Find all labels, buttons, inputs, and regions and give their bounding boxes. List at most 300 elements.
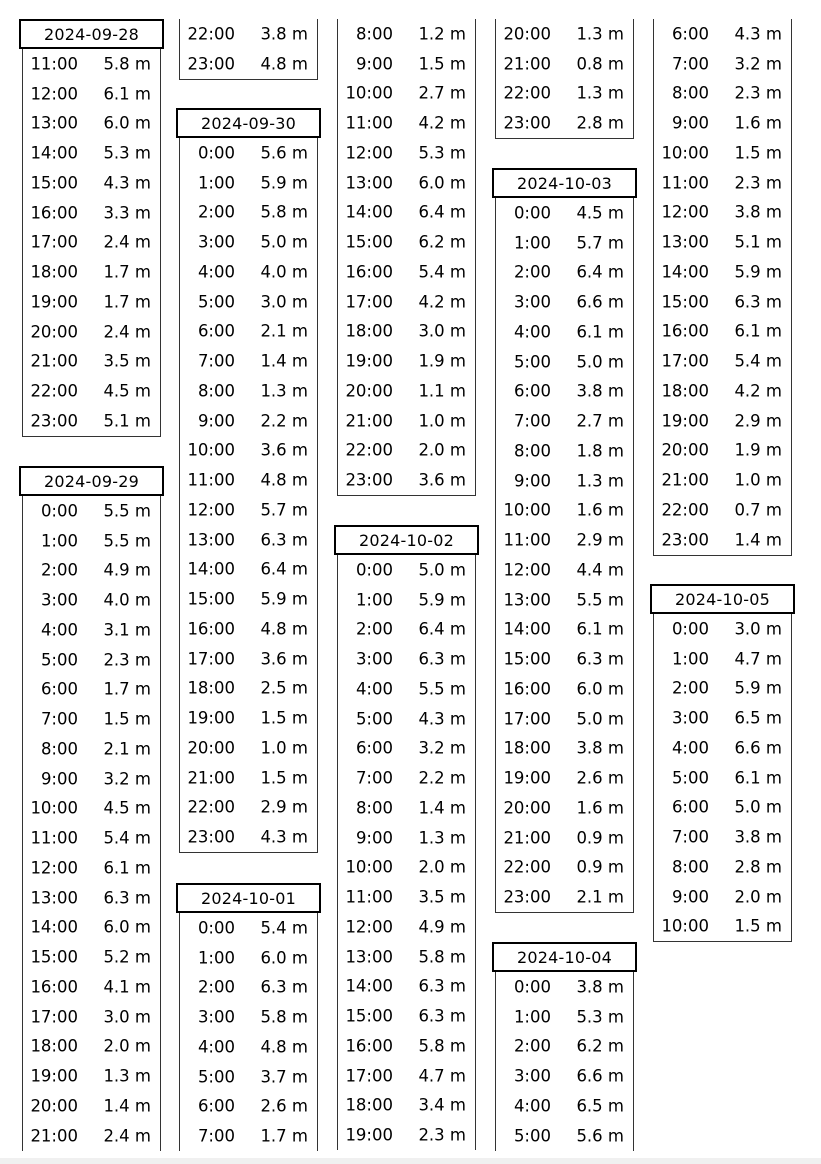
tide-height-value: 5.3 m (576, 1007, 624, 1027)
day-block-2024-10-05 (653, 584, 792, 942)
hour-label: 6:00 (671, 24, 709, 44)
tide-row (180, 406, 317, 436)
tide-height-value: 6.3 m (260, 530, 308, 550)
hour-label: 1:00 (197, 948, 235, 968)
hour-label: 0:00 (513, 203, 551, 223)
hour-label: 23:00 (503, 113, 551, 133)
hour-label: 13:00 (30, 888, 78, 908)
tide-row (496, 287, 633, 317)
tide-row (496, 1121, 633, 1151)
hour-label: 5:00 (513, 352, 551, 372)
tide-height-value: 2.0 m (418, 857, 466, 877)
tide-height-value: 6.4 m (418, 619, 466, 639)
tide-height-value: 5.0 m (260, 232, 308, 252)
tide-height-value: 6.0 m (418, 173, 466, 193)
hour-label: 7:00 (671, 54, 709, 74)
tide-height-value: 1.4 m (418, 798, 466, 818)
tide-row (496, 49, 633, 79)
tide-height-value: 1.6 m (576, 500, 624, 520)
date-header: 2024-10-05 (650, 584, 795, 614)
tide-height-value: 4.5 m (103, 798, 151, 818)
tide-height-value: 5.8 m (418, 947, 466, 967)
tide-row (180, 138, 317, 168)
tide-height-value: 6.1 m (576, 322, 624, 342)
hour-label: 12:00 (187, 500, 235, 520)
tide-height-value: 1.3 m (418, 828, 466, 848)
tide-row (338, 1120, 475, 1150)
tide-height-value: 5.4 m (734, 351, 782, 371)
hour-label: 13:00 (345, 173, 393, 193)
tide-row (338, 436, 475, 466)
tide-row (496, 555, 633, 585)
tide-height-value: 1.6 m (576, 798, 624, 818)
tide-row (654, 346, 791, 376)
tide-row (23, 406, 160, 436)
hour-label: 14:00 (345, 202, 393, 222)
tide-row (496, 882, 633, 912)
tide-row (23, 1002, 160, 1032)
tide-height-value: 2.1 m (260, 321, 308, 341)
hour-label: 6:00 (671, 797, 709, 817)
day-block-2024-10-02 (337, 525, 476, 1150)
tide-height-value: 1.0 m (734, 470, 782, 490)
tide-height-value: 0.8 m (576, 54, 624, 74)
hour-label: 16:00 (187, 619, 235, 639)
hour-label: 3:00 (197, 232, 235, 252)
tide-height-value: 5.2 m (103, 947, 151, 967)
tide-row (23, 734, 160, 764)
hour-label: 17:00 (503, 709, 551, 729)
hour-label: 11:00 (187, 470, 235, 490)
tide-row (180, 287, 317, 317)
hour-label: 17:00 (661, 351, 709, 371)
tide-height-value: 2.7 m (576, 411, 624, 431)
tide-row (23, 109, 160, 139)
hour-label: 7:00 (355, 768, 393, 788)
hour-label: 17:00 (345, 292, 393, 312)
hour-label: 7:00 (197, 1126, 235, 1146)
tide-height-value: 6.1 m (734, 768, 782, 788)
hour-label: 13:00 (30, 113, 78, 133)
hour-label: 3:00 (40, 590, 78, 610)
tide-height-value: 4.4 m (576, 560, 624, 580)
tide-height-value: 1.4 m (260, 351, 308, 371)
hour-label: 19:00 (345, 1125, 393, 1145)
hour-label: 21:00 (661, 470, 709, 490)
tide-height-value: 5.9 m (734, 262, 782, 282)
tide-height-value: 6.1 m (734, 321, 782, 341)
tide-height-value: 5.0 m (576, 352, 624, 372)
tide-height-value: 6.1 m (103, 84, 151, 104)
hour-label: 5:00 (40, 650, 78, 670)
hour-label: 12:00 (30, 858, 78, 878)
tide-height-value: 3.5 m (103, 351, 151, 371)
hour-label: 20:00 (345, 381, 393, 401)
tide-height-value: 2.3 m (418, 1125, 466, 1145)
tide-row (654, 108, 791, 138)
date-header: 2024-09-29 (19, 466, 164, 496)
hour-label: 7:00 (40, 709, 78, 729)
tide-height-value: 2.9 m (576, 530, 624, 550)
date-header: 2024-10-03 (492, 168, 637, 198)
tide-row (338, 793, 475, 823)
tide-row (23, 1121, 160, 1151)
hour-label: 8:00 (40, 739, 78, 759)
tide-height-value: 6.6 m (734, 738, 782, 758)
tide-row (654, 198, 791, 228)
tide-height-value: 3.8 m (734, 827, 782, 847)
date-header: 2024-09-28 (19, 19, 164, 49)
tide-height-value: 6.3 m (260, 977, 308, 997)
tide-height-value: 4.2 m (418, 113, 466, 133)
tide-row (496, 198, 633, 228)
tide-height-value: 3.2 m (418, 738, 466, 758)
hour-label: 14:00 (30, 143, 78, 163)
hour-label: 2:00 (513, 262, 551, 282)
hour-label: 11:00 (345, 887, 393, 907)
tide-height-value: 4.2 m (418, 292, 466, 312)
hour-label: 14:00 (345, 976, 393, 996)
tide-row (338, 317, 475, 347)
hour-label: 8:00 (671, 83, 709, 103)
tide-height-value: 4.7 m (418, 1066, 466, 1086)
tide-height-value: 5.9 m (260, 173, 308, 193)
tide-row (496, 108, 633, 138)
hour-label: 22:00 (503, 83, 551, 103)
hour-label: 10:00 (661, 143, 709, 163)
tide-height-value: 2.4 m (103, 322, 151, 342)
hour-label: 10:00 (503, 500, 551, 520)
tide-row (338, 704, 475, 734)
hour-label: 8:00 (197, 381, 235, 401)
tide-height-value: 2.2 m (260, 411, 308, 431)
hour-label: 18:00 (30, 1036, 78, 1056)
tide-row (338, 853, 475, 883)
tide-row (338, 79, 475, 109)
hour-label: 3:00 (513, 292, 551, 312)
tide-row (338, 972, 475, 1002)
tide-row (496, 377, 633, 407)
hour-label: 23:00 (187, 827, 235, 847)
tide-height-value: 2.2 m (418, 768, 466, 788)
tide-height-value: 2.8 m (576, 113, 624, 133)
tide-height-value: 1.9 m (734, 440, 782, 460)
tide-height-value: 5.8 m (260, 1007, 308, 1027)
tide-row (180, 584, 317, 614)
hour-label: 23:00 (30, 411, 78, 431)
tide-height-value: 1.4 m (734, 530, 782, 550)
tide-height-value: 5.1 m (734, 232, 782, 252)
tide-height-value: 0.7 m (734, 500, 782, 520)
tide-height-value: 0.9 m (576, 857, 624, 877)
tide-row (338, 227, 475, 257)
tide-height-value: 6.4 m (576, 262, 624, 282)
hour-label: 4:00 (355, 679, 393, 699)
hour-label: 16:00 (345, 1036, 393, 1056)
tide-height-value: 6.6 m (576, 1066, 624, 1086)
tide-height-value: 6.0 m (260, 948, 308, 968)
tide-row (496, 466, 633, 496)
hour-label: 11:00 (503, 530, 551, 550)
hour-label: 15:00 (345, 1006, 393, 1026)
tide-height-value: 1.5 m (418, 54, 466, 74)
tide-height-value: 1.5 m (734, 143, 782, 163)
hour-label: 17:00 (345, 1066, 393, 1086)
tide-height-value: 6.1 m (103, 858, 151, 878)
tide-height-value: 4.7 m (734, 649, 782, 669)
tide-height-value: 6.3 m (734, 292, 782, 312)
hour-label: 1:00 (513, 233, 551, 253)
tide-row (496, 1032, 633, 1062)
tide-height-value: 4.3 m (734, 24, 782, 44)
tide-row (338, 406, 475, 436)
tide-row (496, 1002, 633, 1032)
tide-height-value: 3.8 m (576, 381, 624, 401)
hour-label: 23:00 (345, 470, 393, 490)
tide-height-value: 5.0 m (418, 560, 466, 580)
hour-label: 19:00 (661, 411, 709, 431)
tide-row (180, 346, 317, 376)
tide-height-value: 4.8 m (260, 54, 308, 74)
hour-label: 5:00 (671, 768, 709, 788)
tide-row (180, 763, 317, 793)
tide-height-value: 4.2 m (734, 381, 782, 401)
hour-label: 21:00 (503, 828, 551, 848)
hour-label: 11:00 (30, 54, 78, 74)
tide-height-value: 6.4 m (418, 202, 466, 222)
hour-label: 12:00 (503, 560, 551, 580)
hour-label: 5:00 (197, 1067, 235, 1087)
tide-row (180, 614, 317, 644)
tide-row (23, 853, 160, 883)
hour-label: 12:00 (661, 202, 709, 222)
tide-row (180, 1032, 317, 1062)
tide-height-value: 6.3 m (576, 649, 624, 669)
tide-height-value: 5.5 m (418, 679, 466, 699)
hour-label: 13:00 (503, 590, 551, 610)
tide-row (338, 585, 475, 615)
hour-label: 1:00 (671, 649, 709, 669)
tide-row (654, 703, 791, 733)
tide-row (338, 644, 475, 674)
tide-row (338, 376, 475, 406)
tide-height-value: 1.1 m (418, 381, 466, 401)
tide-height-value: 3.0 m (418, 321, 466, 341)
tide-row (23, 347, 160, 377)
hour-label: 19:00 (30, 292, 78, 312)
tide-row (180, 168, 317, 198)
tide-row (654, 822, 791, 852)
tide-row (654, 793, 791, 823)
tide-height-value: 1.3 m (260, 381, 308, 401)
tide-row (23, 526, 160, 556)
hour-label: 6:00 (40, 679, 78, 699)
tide-row (496, 496, 633, 526)
tide-height-value: 5.9 m (734, 678, 782, 698)
tide-height-value: 5.0 m (576, 709, 624, 729)
tide-height-value: 3.0 m (734, 619, 782, 639)
tide-height-value: 6.2 m (418, 232, 466, 252)
tide-row (338, 257, 475, 287)
tide-height-value: 1.3 m (576, 83, 624, 103)
hour-label: 2:00 (355, 619, 393, 639)
tide-row (23, 615, 160, 645)
tide-height-value: 6.0 m (103, 113, 151, 133)
hour-label: 23:00 (661, 530, 709, 550)
hour-label: 17:00 (30, 1007, 78, 1027)
tide-row (496, 704, 633, 734)
tide-row (496, 1091, 633, 1121)
hour-label: 8:00 (671, 857, 709, 877)
tide-height-value: 4.0 m (103, 590, 151, 610)
tide-row (180, 1092, 317, 1122)
hour-label: 17:00 (30, 232, 78, 252)
tide-height-value: 3.8 m (260, 24, 308, 44)
tide-row (338, 555, 475, 585)
tide-height-value: 6.5 m (734, 708, 782, 728)
tide-row (180, 376, 317, 406)
tide-row (338, 1061, 475, 1091)
hour-label: 15:00 (345, 232, 393, 252)
tide-height-value: 4.3 m (103, 173, 151, 193)
tide-height-value: 1.7 m (103, 262, 151, 282)
day-block-2024-10-01 (179, 883, 318, 1151)
hour-label: 3:00 (671, 708, 709, 728)
tide-height-value: 2.0 m (103, 1036, 151, 1056)
hour-label: 21:00 (345, 411, 393, 431)
tide-height-value: 2.6 m (260, 1096, 308, 1116)
hour-label: 10:00 (30, 798, 78, 818)
tide-height-value: 3.5 m (418, 887, 466, 907)
hour-label: 11:00 (661, 173, 709, 193)
hour-label: 17:00 (187, 649, 235, 669)
tide-height-value: 5.4 m (418, 262, 466, 282)
hour-label: 18:00 (187, 678, 235, 698)
hour-label: 5:00 (513, 1126, 551, 1146)
tide-row (23, 764, 160, 794)
hour-label: 7:00 (671, 827, 709, 847)
tide-row (23, 645, 160, 675)
tide-row (23, 496, 160, 526)
bottom-scroll-edge (0, 1158, 821, 1164)
tide-row (654, 79, 791, 109)
tide-row (496, 79, 633, 109)
tide-row (23, 1091, 160, 1121)
tide-height-value: 1.5 m (734, 916, 782, 936)
tide-height-value: 5.8 m (418, 1036, 466, 1056)
hour-label: 23:00 (503, 887, 551, 907)
tide-row (180, 913, 317, 943)
tide-row (180, 1002, 317, 1032)
hour-label: 1:00 (40, 531, 78, 551)
hour-label: 15:00 (187, 589, 235, 609)
tide-row (180, 49, 317, 79)
hour-label: 14:00 (503, 619, 551, 639)
tide-height-value: 3.0 m (260, 292, 308, 312)
hour-label: 16:00 (30, 977, 78, 997)
tide-row (338, 19, 475, 49)
hour-label: 20:00 (661, 440, 709, 460)
tide-row (496, 615, 633, 645)
day-block-continued (337, 19, 476, 496)
tide-row (654, 49, 791, 79)
tide-row (23, 972, 160, 1002)
tide-row (496, 674, 633, 704)
hour-label: 16:00 (30, 203, 78, 223)
tide-height-value: 2.4 m (103, 232, 151, 252)
tide-height-value: 1.7 m (103, 679, 151, 699)
tide-height-value: 1.5 m (103, 709, 151, 729)
tide-row (338, 942, 475, 972)
hour-label: 9:00 (513, 471, 551, 491)
tide-row (180, 793, 317, 823)
tide-row (23, 257, 160, 287)
tide-row (654, 376, 791, 406)
hour-label: 10:00 (345, 83, 393, 103)
tide-height-value: 5.8 m (103, 54, 151, 74)
tide-row (496, 406, 633, 436)
tide-height-value: 3.0 m (103, 1007, 151, 1027)
tide-height-value: 3.6 m (418, 470, 466, 490)
tide-row (23, 585, 160, 615)
tide-row (23, 138, 160, 168)
hour-label: 10:00 (187, 440, 235, 460)
hour-label: 18:00 (345, 321, 393, 341)
tide-height-value: 4.1 m (103, 977, 151, 997)
tide-row (338, 763, 475, 793)
hour-label: 7:00 (197, 351, 235, 371)
tide-row (654, 674, 791, 704)
day-block-continued (495, 19, 634, 139)
hour-label: 20:00 (503, 24, 551, 44)
tide-height-value: 5.9 m (260, 589, 308, 609)
hour-label: 2:00 (197, 977, 235, 997)
tide-row (23, 823, 160, 853)
tide-height-value: 3.2 m (734, 54, 782, 74)
tide-height-value: 4.8 m (260, 619, 308, 639)
tide-height-value: 1.7 m (260, 1126, 308, 1146)
hour-label: 10:00 (345, 857, 393, 877)
hour-label: 9:00 (671, 887, 709, 907)
tide-row (496, 763, 633, 793)
hour-label: 18:00 (345, 1095, 393, 1115)
hour-label: 5:00 (197, 292, 235, 312)
hour-label: 2:00 (40, 560, 78, 580)
tide-row (338, 615, 475, 645)
hour-label: 22:00 (30, 381, 78, 401)
tide-row (23, 79, 160, 109)
tide-height-value: 1.3 m (103, 1066, 151, 1086)
tide-row (496, 19, 633, 49)
tide-height-value: 5.3 m (418, 143, 466, 163)
date-header: 2024-10-01 (176, 883, 321, 913)
tide-height-value: 5.7 m (260, 500, 308, 520)
tide-height-value: 6.0 m (576, 679, 624, 699)
tide-row (23, 1032, 160, 1062)
tide-row (654, 733, 791, 763)
tide-height-value: 1.0 m (260, 738, 308, 758)
tide-row (654, 525, 791, 555)
tide-height-value: 5.8 m (260, 202, 308, 222)
hour-label: 6:00 (355, 738, 393, 758)
tide-height-value: 2.3 m (734, 83, 782, 103)
tide-row (496, 853, 633, 883)
tide-height-value: 2.6 m (576, 768, 624, 788)
hour-label: 4:00 (671, 738, 709, 758)
tide-height-value: 1.0 m (418, 411, 466, 431)
tide-row (654, 912, 791, 942)
hour-label: 13:00 (661, 232, 709, 252)
